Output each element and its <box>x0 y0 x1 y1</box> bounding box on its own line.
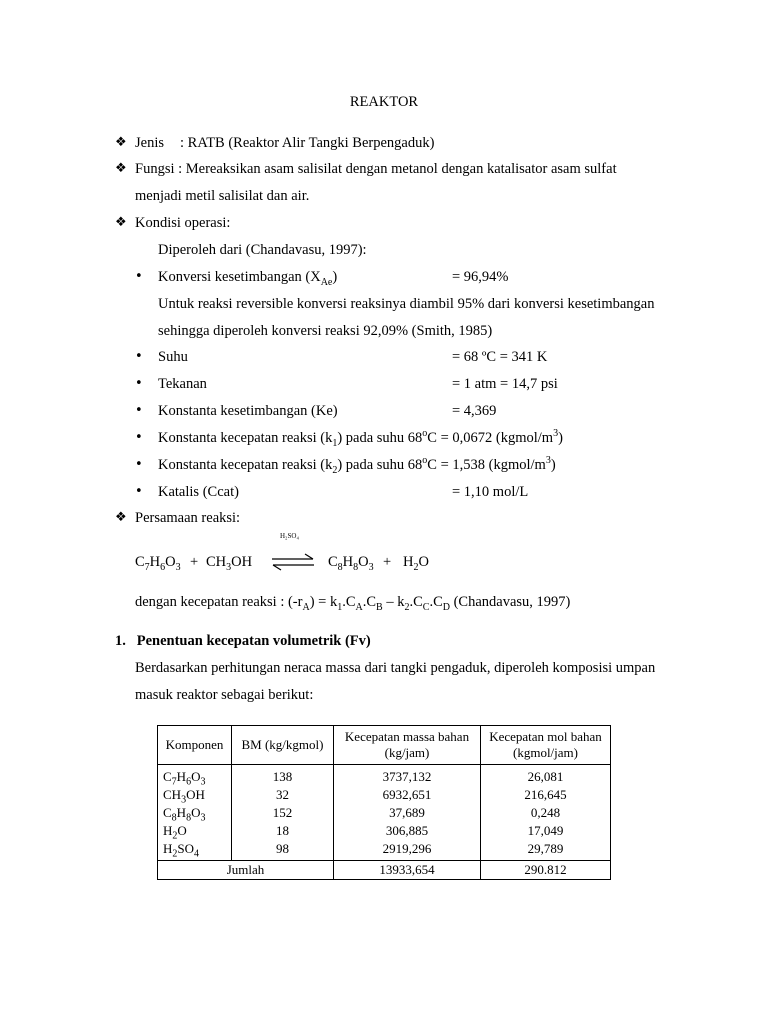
cell-bm: 32 <box>276 787 289 802</box>
product-water: $H_2O$ <box>403 554 429 573</box>
konversi-label: Konversi kesetimbangan $(X_{Ae})$ <box>158 269 338 288</box>
bullet-dot-icon: • <box>135 349 143 364</box>
reactant-methanol: $CH_3OH$ <box>206 554 253 573</box>
equilibrium-arrow-icon <box>270 552 316 572</box>
cell-bm: 138 <box>272 769 293 784</box>
cell-mass: 306,885 <box>385 823 429 838</box>
table-row <box>158 765 611 861</box>
mass-values <box>334 765 481 861</box>
cell-mass: 3737,132 <box>382 769 432 784</box>
cell-bm: 152 <box>272 805 293 820</box>
cell-mol: 26,081 <box>527 769 564 784</box>
bullet-dot-icon: • <box>135 457 143 472</box>
rate-equation: dengan kecepatan reaksi : $(-r_A) = k_1.C_A.C_B - k_2.C_C.C_D$ (Chandavasu, 1997) <box>135 594 571 613</box>
jenis-label: Jenis <box>135 135 164 151</box>
component-name: $CH_3OH$ <box>163 787 205 806</box>
component-name: $H_2SO_4$ <box>163 841 200 860</box>
persamaan-heading: Persamaan reaksi: <box>135 510 241 526</box>
suhu-label: Suhu <box>158 349 188 365</box>
total-mass: 13933,654 <box>334 861 481 880</box>
kondisi-heading: Kondisi operasi: <box>135 215 231 231</box>
cell-mol: 0,248 <box>530 805 561 820</box>
bullet-dot-icon: • <box>135 376 143 391</box>
bm-values <box>232 765 334 861</box>
page-title: REAKTOR <box>349 94 419 110</box>
bullet-dot-icon: • <box>135 484 143 499</box>
total-label: Jumlah <box>158 861 334 880</box>
composition-table <box>157 725 611 880</box>
section-para-line1: Berdasarkan perhitungan neraca massa dari tangki pengaduk, diperoleh komposisi umpan <box>135 660 656 676</box>
bullet-dot-icon: • <box>135 430 143 445</box>
ke-label: Konstanta kesetimbangan (Ke) <box>158 403 338 419</box>
diamond-bullet-icon: ❖ <box>115 510 127 525</box>
component-names <box>158 765 232 861</box>
diamond-bullet-icon: ❖ <box>115 215 127 230</box>
reactant-salicylic-acid: $C_7H_6O_3$ <box>135 554 181 573</box>
cell-mass: 6932,651 <box>382 787 432 802</box>
diamond-bullet-icon: ❖ <box>115 135 127 150</box>
cell-mass: 37,689 <box>389 805 425 820</box>
header-bm: BM (kg/kgmol) <box>232 726 334 765</box>
cell-bm: 18 <box>276 823 289 838</box>
diamond-bullet-icon: ❖ <box>115 161 127 176</box>
katalis-label: Katalis (Ccat) <box>158 484 239 500</box>
total-mol: 290.812 <box>481 861 611 880</box>
component-name: $H_2O$ <box>163 823 187 842</box>
suhu-value: = 68 ºC = 341 K <box>452 349 548 365</box>
konversi-value: = 96,94% <box>452 269 509 285</box>
untuk-line1: Untuk reaksi reversible konversi reaksinya diambil 95% dari konversi kesetimbangan <box>158 296 655 312</box>
header-mol-rate: Kecepatan mol bahan (kgmol/jam) <box>481 726 611 765</box>
cell-bm: 98 <box>276 841 289 856</box>
cell-mol: 216,645 <box>524 787 567 802</box>
cell-mol: 17,049 <box>527 823 564 838</box>
tekanan-value: = 1 atm = 14,7 psi <box>452 376 558 392</box>
k1-line: Konstanta kecepatan reaksi $(k_1)$ pada suhu $68^oC = 0,0672$ $(kgmol/m^3)$ <box>158 428 563 449</box>
katalis-value: = 1,10 mol/L <box>452 484 529 500</box>
plus-sign: + <box>190 554 199 570</box>
product-methyl-salicylate: $C_8H_8O_3$ <box>328 554 374 573</box>
cell-mass: 2919,296 <box>382 841 432 856</box>
table-header-row <box>158 726 611 765</box>
section-para-line2: masuk reaktor sebagai berikut: <box>135 687 314 703</box>
bullet-dot-icon: • <box>135 403 143 418</box>
cell-mol: 29,789 <box>527 841 564 856</box>
untuk-line2: sehingga diperoleh konversi reaksi 92,09% (Smith, 1985) <box>158 323 493 339</box>
catalyst-label: H₂SO₄ <box>280 532 299 540</box>
table-total-row <box>158 861 611 880</box>
component-name: $C_7H_6O_3$ <box>163 769 206 788</box>
bullet-dot-icon: • <box>135 269 143 284</box>
header-mass-rate: Kecepatan massa bahan (kg/jam) <box>334 726 481 765</box>
fungsi-line1: Fungsi : Mereaksikan asam salisilat dengan metanol dengan katalisator asam sulfat <box>135 161 617 177</box>
tekanan-label: Tekanan <box>158 376 207 392</box>
mol-values <box>481 765 611 861</box>
component-name: $C_8H_8O_3$ <box>163 805 206 824</box>
plus-sign: + <box>383 554 392 570</box>
k2-line: Konstanta kecepatan reaksi $(k_2)$ pada suhu $68^oC = 1,538$ $(kgmol/m^3)$ <box>158 455 556 476</box>
jenis-value: : RATB (Reaktor Alir Tangki Berpengaduk) <box>180 135 435 151</box>
diperoleh-line: Diperoleh dari (Chandavasu, 1997): <box>158 242 367 258</box>
ke-value: = 4,369 <box>452 403 497 419</box>
section-heading: 1. Penentuan kecepatan volumetrik (Fv) <box>115 633 371 649</box>
fungsi-line2: menjadi metil salisilat dan air. <box>135 188 310 204</box>
header-komponen: Komponen <box>158 726 232 765</box>
